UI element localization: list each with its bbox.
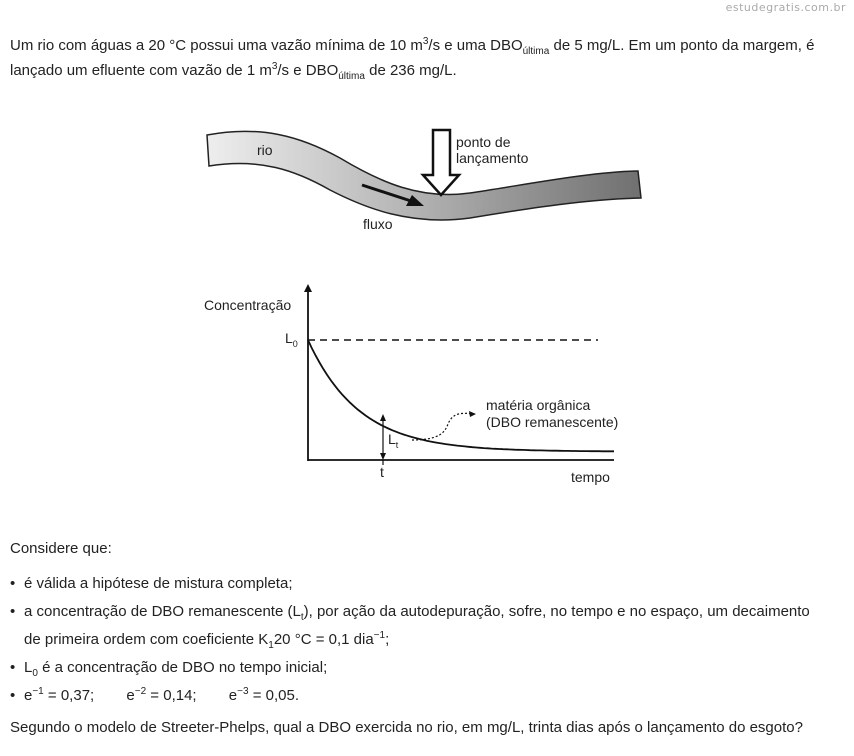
- discharge-label-2: lançamento: [456, 150, 529, 166]
- bullet-sup: −1: [373, 630, 386, 641]
- intro-text: de 5 mg/L. Em um ponto da margem, é: [549, 37, 815, 54]
- intro-text: /s e uma DBO: [428, 37, 523, 54]
- bullet-text: = 0,37;: [43, 687, 95, 704]
- bullet-text: é válida a hipótese de mistura completa;: [24, 575, 293, 592]
- list-item: [10, 682, 845, 710]
- bullet-sup: −2: [134, 686, 147, 697]
- bullet-text: e: [228, 687, 238, 704]
- lt-label: $L_t$: [388, 431, 399, 450]
- annotation-line-2: (DBO remanescente): [486, 414, 619, 430]
- river-diagram: [207, 130, 641, 232]
- annotation-leader: [412, 413, 472, 440]
- bullet-text: de primeira ordem com coeficiente K: [24, 631, 269, 648]
- decay-curve: [308, 340, 614, 451]
- bullet-text: 20 °C = 0,1 dia: [273, 631, 374, 648]
- bullet-text: a concentração de DBO remanescente (L: [24, 603, 301, 620]
- intro-text: Um rio com águas a 20 °C possui uma vazão mínima de 10 m: [10, 37, 423, 54]
- lt-arrow-up: [380, 414, 386, 421]
- discharge-label-1: ponto de: [456, 134, 511, 150]
- assumptions-list: [10, 570, 845, 710]
- bullet-text: ;: [385, 631, 390, 648]
- intro-sup: 3: [422, 36, 429, 47]
- bullet-text: L: [24, 659, 33, 676]
- fluxo-label: fluxo: [363, 216, 393, 232]
- bullet-sup: −3: [237, 686, 249, 697]
- intro-sup: 3: [271, 61, 278, 72]
- intro-text: /s e DBO: [277, 62, 339, 79]
- bullet-sup: −1: [32, 686, 44, 697]
- annotation-line-1: matéria orgânica: [486, 397, 591, 413]
- intro-text: de 236 mg/L.: [364, 62, 457, 79]
- bullet-text: e: [126, 687, 135, 704]
- discharge-arrow: [423, 130, 459, 195]
- bullet-text: ), por ação da autodepuração, sofre, no tempo e no espaço, um decaimento: [303, 603, 810, 620]
- bullet-sub: 0: [32, 668, 38, 679]
- list-item: [10, 598, 845, 654]
- y-axis-arrow: [304, 284, 312, 292]
- list-item: [10, 654, 845, 682]
- annotation-arrow: [469, 411, 476, 417]
- list-item: [10, 570, 845, 598]
- bullet-text: é a concentração de DBO no tempo inicial;: [37, 659, 328, 676]
- rio-label: rio: [257, 142, 273, 158]
- bullet-sub: t: [300, 612, 304, 623]
- l0-label: $L_0$: [285, 330, 298, 349]
- intro-sub: última: [522, 46, 550, 57]
- lt-arrow-down: [380, 453, 386, 460]
- decay-chart: [204, 284, 618, 485]
- bullet-text: = 0,14;: [146, 687, 197, 704]
- bullet-text: = 0,05.: [248, 687, 299, 704]
- bullet-text: e: [24, 687, 33, 704]
- t-label: t: [380, 464, 384, 480]
- question-text: Segundo o modelo de Streeter-Phelps, qual a DBO exercida no rio, em mg/L, trinta dias após o lançamento do esgoto?: [10, 719, 803, 736]
- intro-text: lançado um efluente com vazão de 1 m: [10, 62, 272, 79]
- chart-ylabel: Concentração: [204, 297, 292, 313]
- intro-sub: última: [338, 71, 365, 82]
- bullet-sub: 1: [268, 640, 274, 651]
- considere-heading: Considere que:: [10, 540, 112, 557]
- chart-xlabel: tempo: [571, 469, 610, 485]
- watermark: estudegratis.com.br: [725, 1, 846, 14]
